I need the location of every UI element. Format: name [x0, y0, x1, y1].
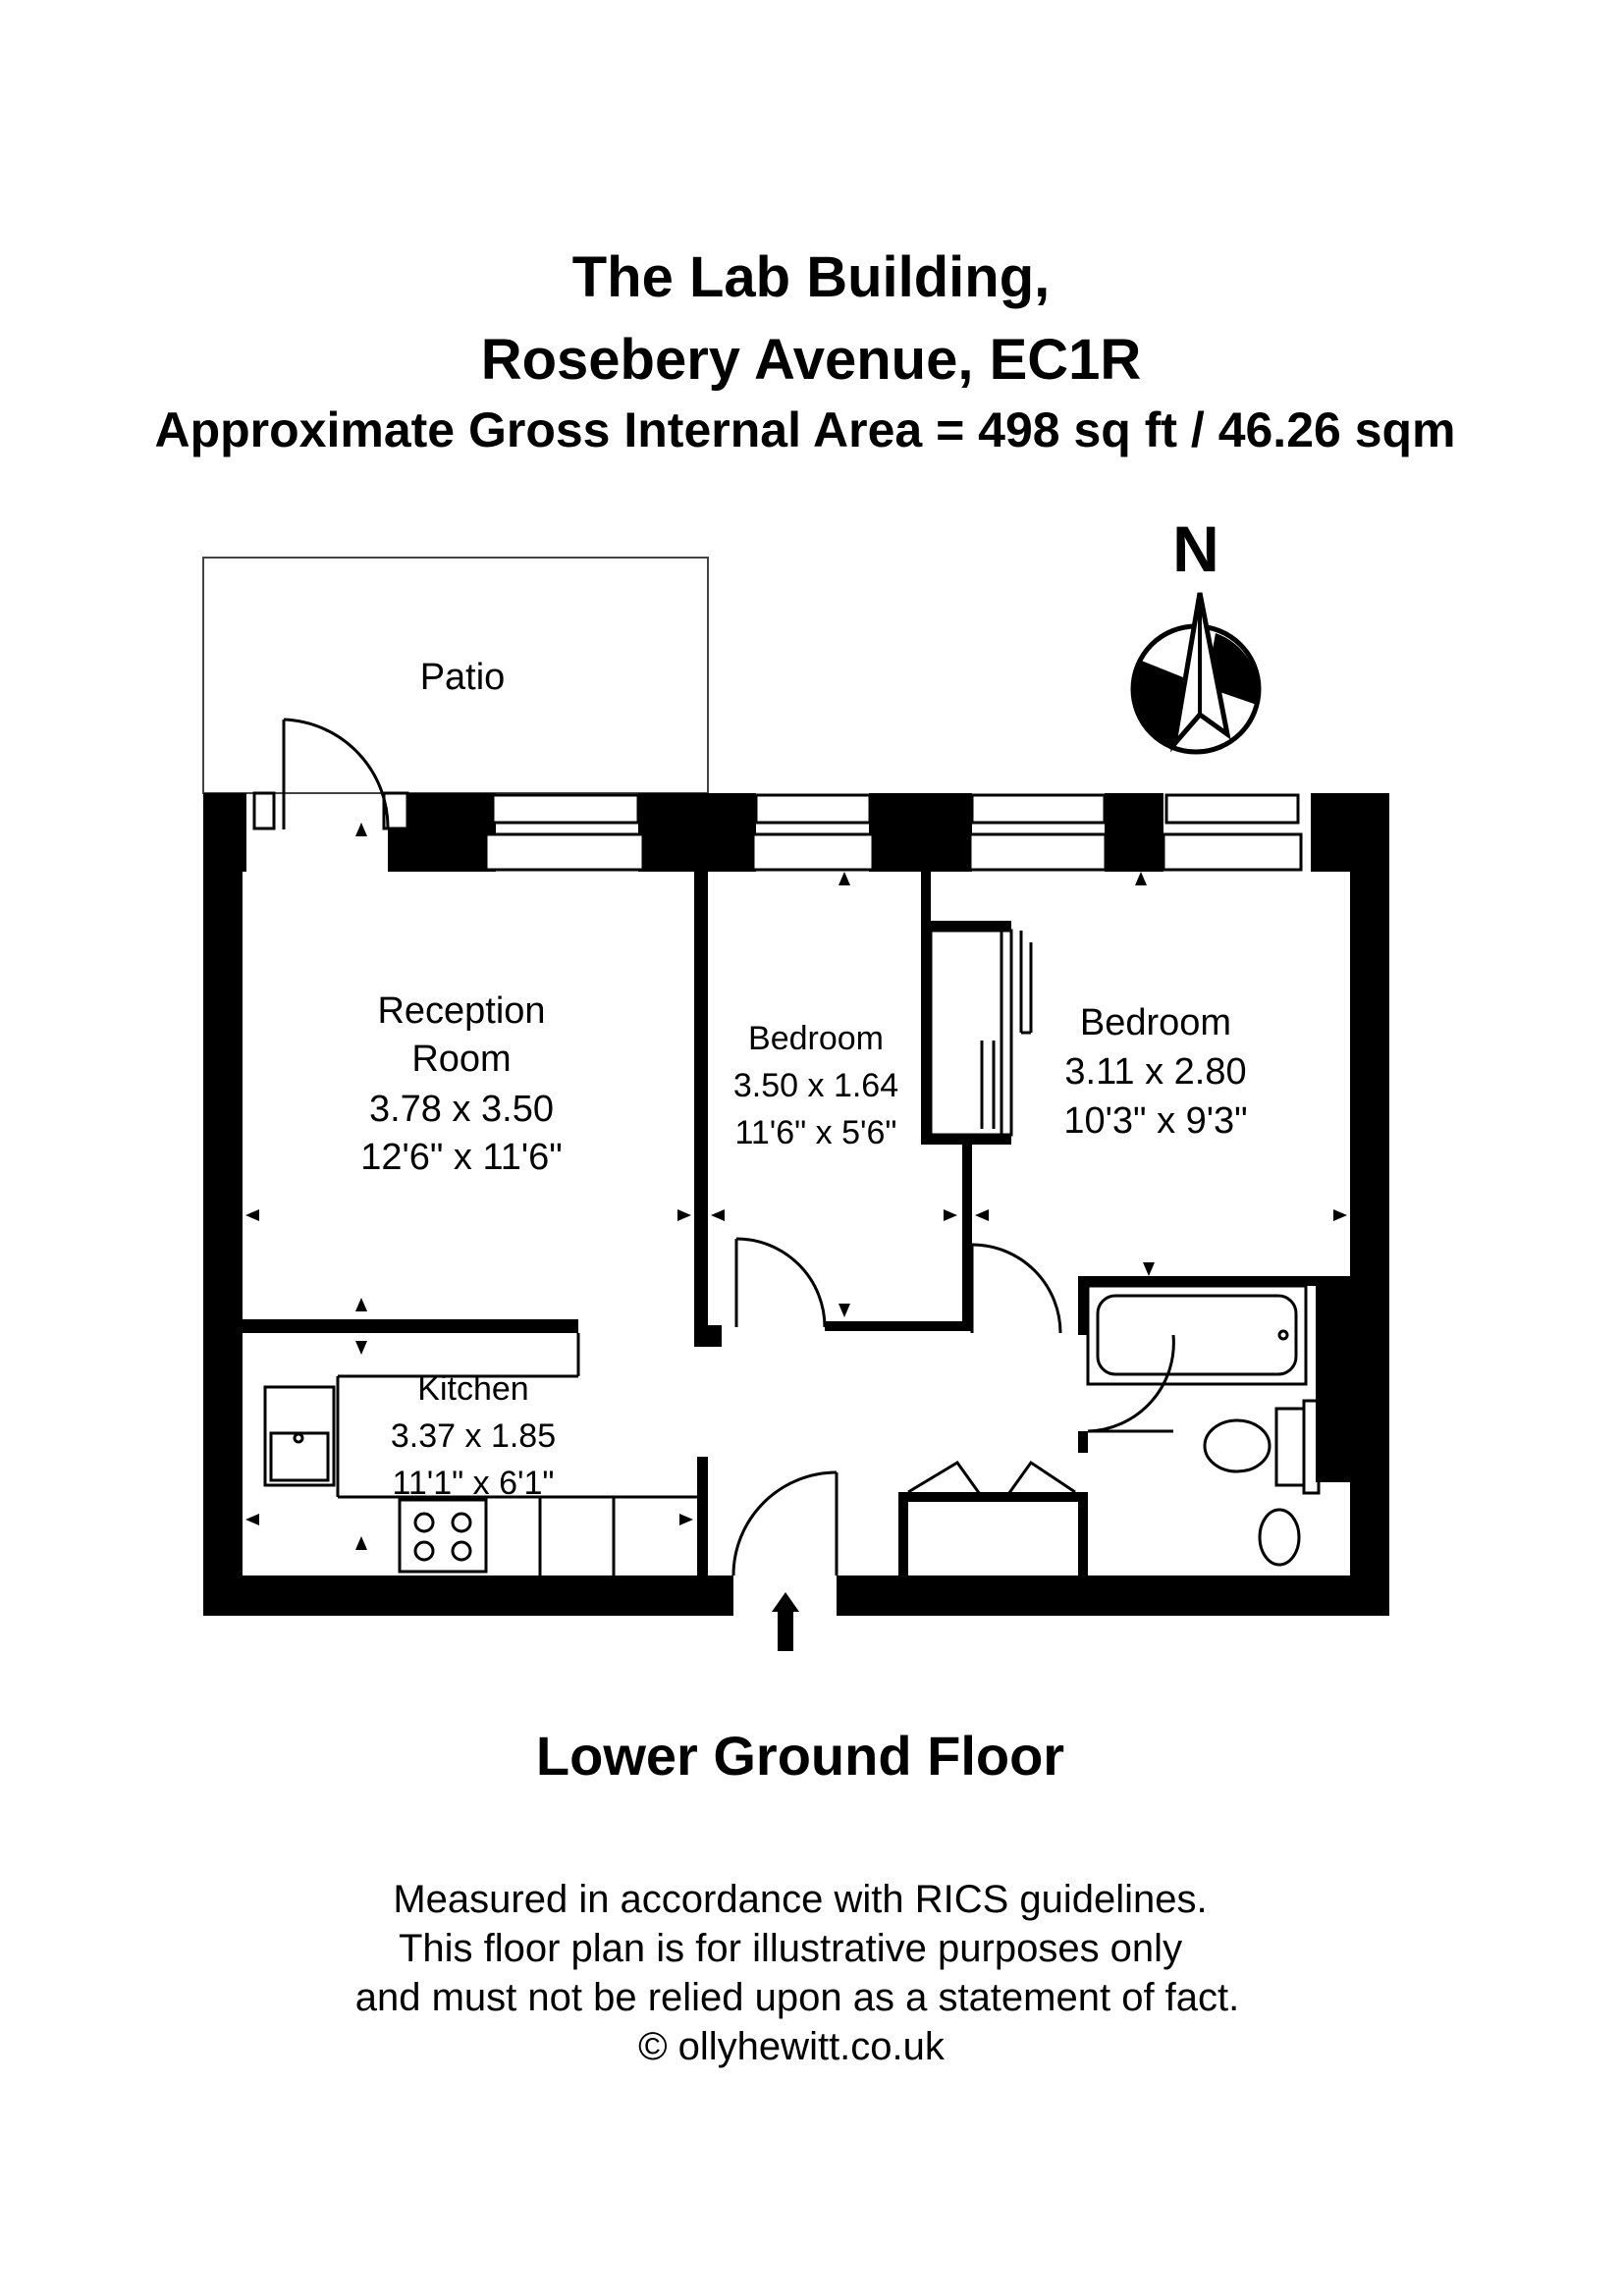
bedroom-small-name: Bedroom [748, 1020, 884, 1057]
bathtub-icon [1088, 1286, 1306, 1384]
toilet-icon [1205, 1420, 1270, 1471]
gross-area: Approximate Gross Internal Area = 498 sq ft / 46.26 sqm [154, 402, 1456, 457]
hob-icon [400, 1500, 486, 1572]
patio-door [284, 720, 388, 829]
kitchen-metric: 3.37 x 1.85 [390, 1417, 557, 1455]
bedroom-large-name: Bedroom [1079, 1002, 1232, 1043]
disclaimer-line-1: Measured in accordance with RICS guidelines. [393, 1878, 1208, 1921]
sink-icon [265, 1387, 334, 1485]
reception-name-1: Reception [377, 990, 546, 1032]
walls [203, 793, 1389, 1616]
bedroom-large-imperial: 10'3" x 9'3" [1063, 1100, 1248, 1142]
disclaimer-line-3: and must not be relied upon as a statement of fact. [354, 1976, 1240, 2019]
north-compass [1132, 512, 1259, 752]
title-line-2: Rosebery Avenue, EC1R [480, 328, 1142, 392]
reception-imperial: 12'6" x 11'6" [360, 1137, 563, 1178]
interior-doors [733, 1239, 1173, 1575]
kitchen-name: Kitchen [417, 1370, 529, 1408]
disclaimer-line-2: This floor plan is for illustrative purposes only [398, 1927, 1183, 1970]
patio-label: Patio [419, 657, 506, 698]
bedroom-large-metric: 3.11 x 2.80 [1064, 1051, 1247, 1093]
title-line-1: The Lab Building, [571, 245, 1051, 309]
kitchen-imperial: 11'1" x 6'1" [392, 1465, 555, 1502]
disclaimer-credit: © ollyhewitt.co.uk [638, 2025, 945, 2068]
bedroom-small-metric: 3.50 x 1.64 [732, 1067, 899, 1104]
basin-icon [1260, 1510, 1299, 1565]
wardrobe [931, 931, 1031, 1135]
floor-label: Lower Ground Floor [535, 1725, 1065, 1787]
entrance-arrow-icon [772, 1592, 799, 1612]
reception-name-2: Room [411, 1039, 512, 1080]
reception-metric: 3.78 x 3.50 [368, 1089, 555, 1130]
dimension-markers [245, 823, 1347, 1651]
bedroom-small-imperial: 11'6" x 5'6" [734, 1114, 897, 1151]
bathroom-fixtures [1088, 1286, 1319, 1565]
compass-north-label: N [1172, 512, 1219, 585]
